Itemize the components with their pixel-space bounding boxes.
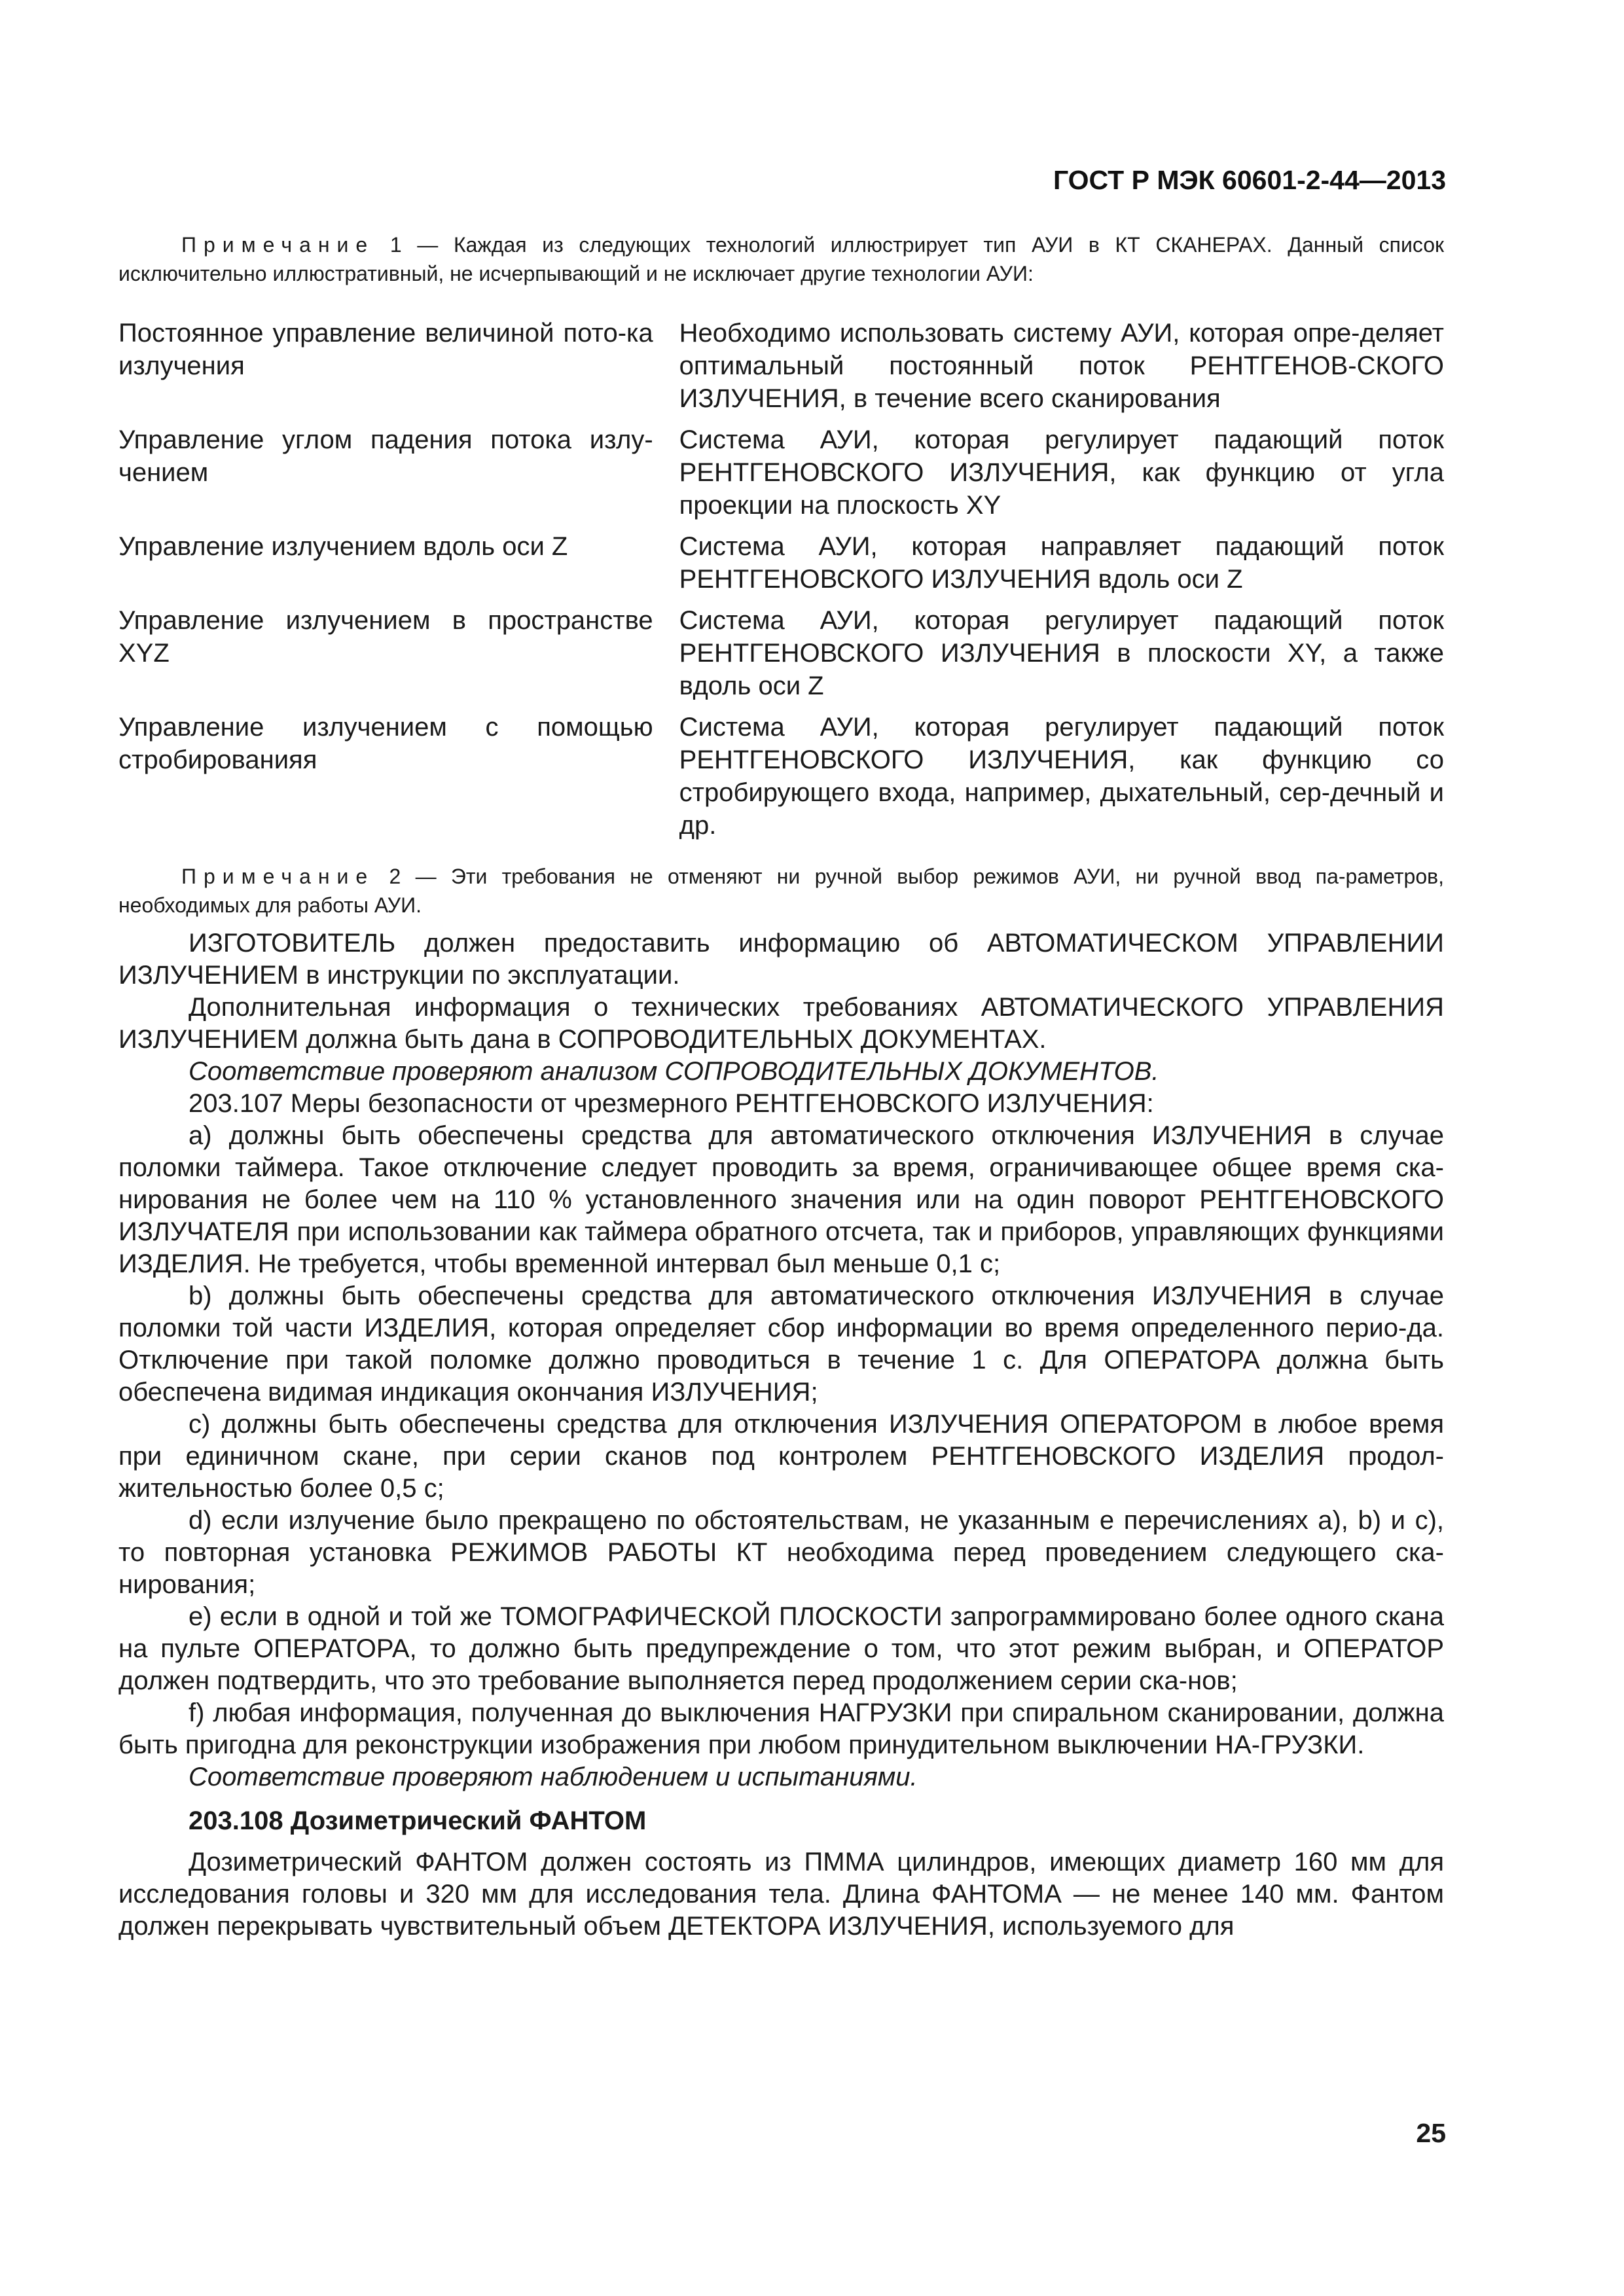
- list-item-a: a) должны быть обеспечены средства для автоматического отключения ИЗЛУЧЕНИЯ в случае поломки таймера. Такое отключение следует проводить за время, ограничивающее общее время ска-нирования не более чем на 110 % установленного значения или на один поворот РЕНТГЕНОВСКОГО ИЗЛУЧАТЕЛЯ при использовании как таймера обратного отсчета, так и приборов, управляющих функциями ИЗДЕЛИЯ. Не требуется, чтобы временной интервал был меньше 0,1 с;: [118, 1121, 1444, 1278]
- clause-title: 203.107 Меры безопасности от чрезмерного РЕНТГЕНОВСКОГО ИЗЛУЧЕНИЯ:: [189, 1089, 1154, 1118]
- main-text: [118, 927, 1444, 1943]
- list-item-f: f) любая информация, полученная до выключения НАГРУЗКИ при спиральном сканировании, должна быть пригодна для реконструкции изображения при любом принудительном выключении НА-ГРУЗКИ.: [118, 1698, 1444, 1759]
- final-paragraph: Дозиметрический ФАНТОМ должен состоять из ПММА цилиндров, имеющих диаметр 160 мм для исследования головы и 320 мм для исследования тела. Длина ФАНТОМА — не менее 140 мм. Фантом должен перекрывать чувствительный объем ДЕТЕКТОРА ИЗЛУЧЕНИЯ, используемого для: [118, 1848, 1444, 1941]
- technology-name: Управление углом падения потока излу-чением: [118, 425, 653, 487]
- note-2-text: 2 — Эти требования не отменяют ни ручной выбор режимов АУИ, ни ручной ввод па-раметров, необходимых для работы АУИ.: [118, 865, 1444, 917]
- section-heading: 203.108 Дозиметрический ФАНТОМ: [189, 1806, 647, 1835]
- technology-name: Управление излучением вдоль оси Z: [118, 532, 568, 561]
- compliance-note: Соответствие проверяют анализом СОПРОВОДИТЕЛЬНЫХ ДОКУМЕНТОВ.: [189, 1057, 1159, 1086]
- technology-row: [118, 711, 1444, 850]
- technology-description: Система АУИ, которая направляет падающий поток РЕНТГЕНОВСКОГО ИЗЛУЧЕНИЯ вдоль оси Z: [679, 532, 1444, 594]
- note-2-label: Примечание: [181, 865, 375, 888]
- technology-row: [118, 423, 1444, 530]
- technology-description: Необходимо использовать систему АУИ, которая опре-деляет оптимальный постоянный поток РЕНТГЕНОВ-СКОГО ИЗЛУЧЕНИЯ, в течение всего сканирования: [679, 319, 1444, 413]
- note-1-label: Примечание: [181, 233, 375, 257]
- technology-description: Система АУИ, которая регулирует падающий поток РЕНТГЕНОВСКОГО ИЗЛУЧЕНИЯ, как функцию со стробирующего входа, например, дыхательный, сер-дечный и др.: [679, 713, 1444, 840]
- page-body: [118, 230, 1444, 1943]
- technology-row: [118, 604, 1444, 711]
- note-1-text: 1 — Каждая из следующих технологий иллюстрирует тип АУИ в КТ СКАНЕРАХ. Данный список исключительно иллюстративный, не исчерпывающий и не исключает другие технологии АУИ:: [118, 233, 1444, 285]
- technology-row: [118, 530, 1444, 604]
- note-1: [118, 230, 1444, 288]
- document-header: ГОСТ Р МЭК 60601-2-44—2013: [1053, 165, 1446, 195]
- compliance-note: Соответствие проверяют наблюдением и испытаниями.: [189, 1763, 918, 1791]
- technology-description: Система АУИ, которая регулирует падающий поток РЕНТГЕНОВСКОГО ИЗЛУЧЕНИЯ, как функцию от угла проекции на плоскость XY: [679, 425, 1444, 520]
- technology-name: Управление излучением с помощью стробированияя: [118, 713, 653, 774]
- technology-row: [118, 317, 1444, 423]
- list-item-e: e) если в одной и той же ТОМОГРАФИЧЕСКОЙ ПЛОСКОСТИ запрограммировано более одного скана на пульте ОПЕРАТОРА, то должно быть предупреждение о том, что этот режим выбран, и ОПЕРАТОР должен подтвердить, что это требование выполняется перед продолжением серии ска-нов;: [118, 1602, 1444, 1695]
- paragraph: Дополнительная информация о технических требованиях АВТОМАТИЧЕСКОГО УПРАВЛЕНИЯ ИЗЛУЧЕНИЕМ должна быть дана в СОПРОВОДИТЕЛЬНЫХ ДОКУМЕНТАХ.: [118, 993, 1444, 1054]
- page-number: 25: [1416, 2118, 1446, 2148]
- list-item-c: c) должны быть обеспечены средства для отключения ИЗЛУЧЕНИЯ ОПЕРАТОРОМ в любое время при единичном скане, при серии сканов под контролем РЕНТГЕНОВСКОГО ИЗДЕЛИЯ продол-жительностью более 0,5 с;: [118, 1410, 1444, 1503]
- technology-name: Управление излучением в пространстве XYZ: [118, 606, 653, 668]
- technology-name: Постоянное управление величиной пото-ка излучения: [118, 319, 653, 380]
- technology-table: [118, 317, 1444, 850]
- paragraph: ИЗГОТОВИТЕЛЬ должен предоставить информацию об АВТОМАТИЧЕСКОМ УПРАВЛЕНИИ ИЗЛУЧЕНИЕМ в инструкции по эксплуатации.: [118, 929, 1444, 990]
- note-2: [118, 862, 1444, 920]
- technology-description: Система АУИ, которая регулирует падающий поток РЕНТГЕНОВСКОГО ИЗЛУЧЕНИЯ в плоскости XY, а также вдоль оси Z: [679, 606, 1444, 700]
- list-item-b: b) должны быть обеспечены средства для автоматического отключения ИЗЛУЧЕНИЯ в случае поломки той части ИЗДЕЛИЯ, которая определяет сбор информации во время определенного перио-да. Отключение при такой поломке должно проводиться в течение 1 с. Для ОПЕРАТОРА должна быть обеспечена видимая индикация окончания ИЗЛУЧЕНИЯ;: [118, 1282, 1444, 1407]
- list-item-d: d) если излучение было прекращено по обстоятельствам, не указанным е перечислениях а), b) и с), то повторная установка РЕЖИМОВ РАБОТЫ КТ необходима перед проведением следующего ска-нирования;: [118, 1506, 1444, 1599]
